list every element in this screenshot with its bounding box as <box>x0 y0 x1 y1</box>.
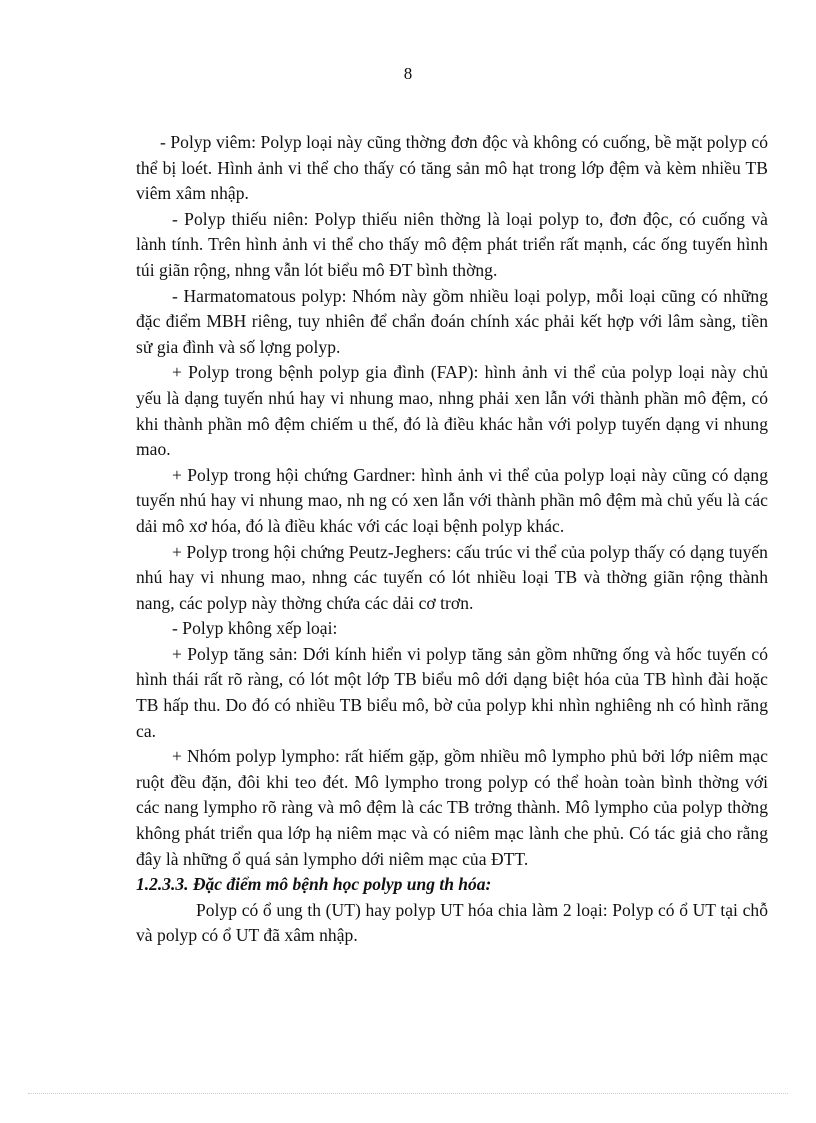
paragraph-lymphoid-polyp: + Nhóm polyp lympho: rất hiếm gặp, gồm nhiều mô lympho phủ bởi lớp niêm mạc ruột đều đặn, đôi khi teo đét. Mô lympho trong polyp có thể hoàn toàn bình thờng với các nang lympho rõ ràng và mô đệm là các TB trởng thành. Mô lympho của polyp thờng không phát triển qua lớp hạ niêm mạc và có niêm mạc lành che phủ. Có tác giả cho rằng đây là những ổ quá sản lympho dới niêm mạc của ĐTT. <box>136 746 768 869</box>
section-heading: 1.2.3.3. Đặc điểm mô bệnh học polyp ung th hóa: <box>136 874 492 895</box>
paragraph-unclassified-polyp: - Polyp không xếp loại: <box>172 618 338 639</box>
page-number: 8 <box>403 64 413 83</box>
paragraph-malignant-polyp: Polyp có ổ ung th (UT) hay polyp UT hóa chia làm 2 loại: Polyp có ổ UT tại chỗ và polyp có ổ UT đã xâm nhập. <box>136 899 768 946</box>
paragraph-hyperplastic-polyp: + Polyp tăng sản: Dới kính hiển vi polyp tăng sản gồm những ống và hốc tuyến có hình thái rất rõ ràng, có lót một lớp TB biểu mô dới dạng biệt hóa của TB hình đài hoặc TB hấp thu. Do đó có nhiều TB biểu mô, bờ của polyp khi nhìn nghiêng nh có hình răng ca. <box>136 643 768 741</box>
paragraph-juvenile-polyp: - Polyp thiếu niên: Polyp thiếu niên thờng là loại polyp to, đơn độc, có cuống và lành tính. Trên hình ảnh vi thể cho thấy mô đệm phát triển rất mạnh, các ống tuyến hình túi giãn rộng, nhng vẫn lót biểu mô ĐT bình thờng. <box>136 208 768 280</box>
body-text <box>136 130 768 949</box>
paragraph-hamartomatous-polyp: - Harmatomatous polyp: Nhóm này gồm nhiều loại polyp, mỗi loại cũng có những đặc điểm MBH riêng, tuy nhiên để chẩn đoán chính xác phải kết hợp với lâm sàng, tiền sử gia đình và số lợng polyp. <box>136 285 768 357</box>
paragraph-peutz-jeghers-polyp: + Polyp trong hội chứng Peutz-Jeghers: cấu trúc vi thể của polyp thấy có dạng tuyến nhú hay vi nhung mao, nhng các tuyến có lót nhiều loại TB và thờng giãn rộng thành nang, các polyp này thờng chứa các dải cơ trơn. <box>136 541 768 613</box>
paragraph-inflammatory-polyp: - Polyp viêm: Polyp loại này cũng thờng đơn độc và không có cuống, bề mặt polyp có thể bị loét. Hình ảnh vi thể cho thấy có tăng sản mô hạt trong lớp đệm và kèm nhiều TB viêm xâm nhập. <box>136 132 768 204</box>
paragraph-gardner-polyp: + Polyp trong hội chứng Gardner: hình ảnh vi thể của polyp loại này cũng có dạng tuyến nhú hay vi nhung mao, nh ng có xen lẫn với thành phần mô đệm mà chủ yếu là các dải mô xơ hóa, đó là điều khác với các loại bệnh polyp khác. <box>136 464 768 536</box>
paragraph-fap-polyp: + Polyp trong bệnh polyp gia đình (FAP): hình ảnh vi thể của polyp loại này chủ yếu là dạng tuyến nhú hay vi nhung mao, nhng phải xen lẫn với thành phần mô đệm, có khi thành phần mô đệm chiếm u thế, đó là điều khác hẳn với polyp tuyến dạng vi nhung mao. <box>136 362 768 460</box>
footer-divider <box>28 1093 788 1094</box>
